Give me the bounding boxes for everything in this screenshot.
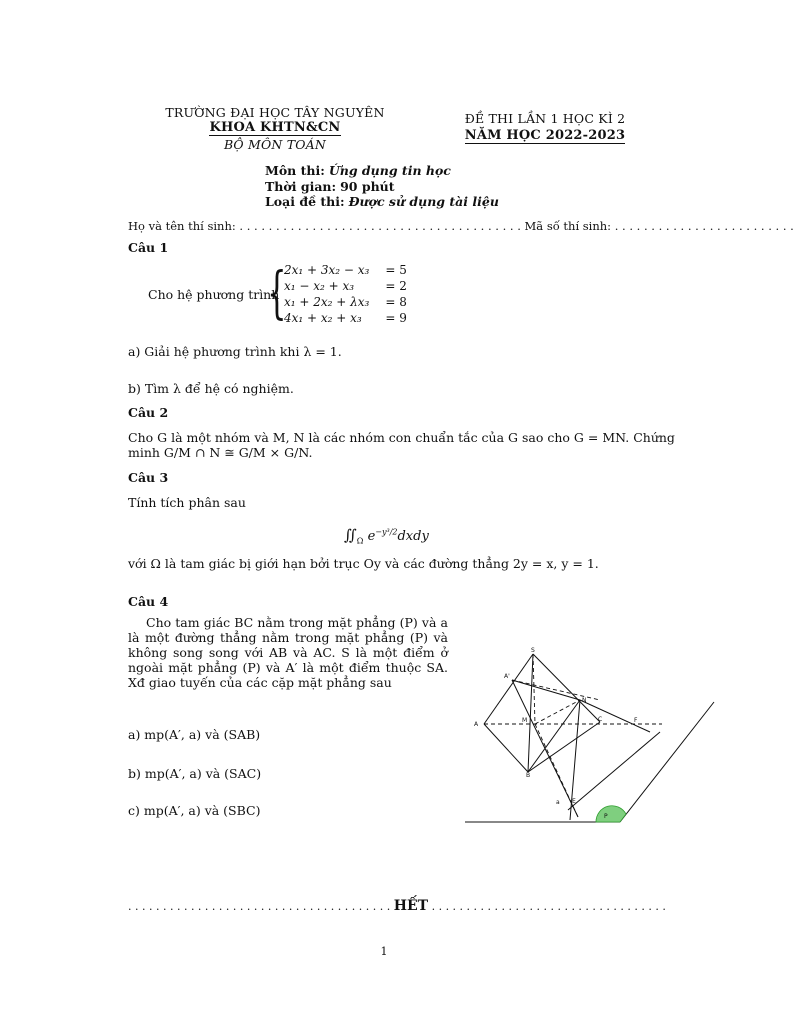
question-1-title: Câu 1: [128, 240, 169, 255]
system-brace: {: [267, 261, 287, 326]
type-value: Được sử dụng tài liệu: [348, 194, 499, 209]
equation-rhs: = 9: [385, 311, 407, 325]
equation-lhs: 2x₁ + 3x₂ − x₃: [284, 263, 370, 277]
equation-lhs: x₁ − x₂ + x₃: [284, 279, 355, 293]
exam-subject: [265, 163, 451, 178]
end-dots-right: . . . . . . . . . . . . . . . . . . . . . . . . . . . . . . . . . .: [431, 900, 666, 913]
equation-row: [282, 294, 409, 310]
label-A-prime: A': [504, 673, 510, 680]
type-label: Loại đề thi:: [265, 194, 345, 209]
department-name: BỘ MÔN TOÁN: [223, 137, 327, 152]
equation-rhs: = 8: [385, 295, 407, 309]
line-B-N: [528, 700, 580, 772]
question-4-part-c: c) mp(A′, a) và (SBC): [128, 803, 261, 818]
question-2-title: Câu 2: [128, 405, 169, 420]
student-id-field[interactable]: . . . . . . . . . . . . . . . . . . . . . . . . .: [614, 219, 794, 233]
integrand-exponent: −y³/2: [375, 527, 398, 537]
end-line: [128, 898, 666, 914]
equation-row: [282, 310, 409, 326]
student-name-field[interactable]: . . . . . . . . . . . . . . . . . . . . . . . . . . . . . . . . . . . . . . .: [239, 219, 521, 233]
edge-SA: [484, 654, 533, 724]
integral-differential: dxdy: [397, 529, 429, 544]
question-3-condition: với Ω là tam giác bị giới hạn bởi trục Oy và các đường thẳng 2y = x, y = 1.: [128, 556, 599, 571]
equation-lhs: 4x₁ + x₂ + x₃: [284, 311, 362, 325]
geometry-figure: [460, 640, 720, 830]
line-N-F: [580, 700, 650, 732]
exam-type: [265, 194, 499, 209]
subject-value: Ứng dụng tin học: [328, 163, 451, 178]
exam-time: [265, 179, 395, 194]
integral-domain: Ω: [356, 536, 364, 546]
question-1-intro: Cho hệ phương trình: [148, 287, 280, 302]
edge-SB: [528, 654, 533, 772]
time-value: 90 phút: [340, 179, 395, 194]
faculty-name: [150, 120, 400, 135]
label-P: P: [604, 813, 608, 820]
question-1-part-a: a) Giải hệ phương trình khi λ = 1.: [128, 344, 342, 359]
equation-lhs: x₁ + 2x₂ + λx₃: [284, 295, 370, 309]
subject-label: Môn thi:: [265, 163, 325, 178]
line-SM-dashed: [533, 654, 535, 724]
label-S: S: [531, 647, 535, 654]
line-a: [568, 732, 660, 810]
question-2-line-2: minh G/M ∩ N ≅ G/M × G/N.: [128, 445, 313, 460]
label-A: A: [474, 721, 479, 728]
edge-AB: [484, 724, 528, 772]
line-A1-N: [512, 680, 580, 700]
exam-title: ĐỀ THI LẦN 1 HỌC KÌ 2: [464, 111, 626, 126]
label-a: a: [556, 799, 560, 806]
question-4-paragraph: Cho tam giác BC nằm trong mặt phẳng (P) và a là một đường thẳng nằm trong mặt phẳng (P) và không song song với AB và AC. S là một điểm ở ngoài mặt phẳng (P) và A′ là một điểm thuộc SA. Xđ giao tuyến của các cặp mặt phẳng sau: [128, 615, 448, 690]
faculty-text: KHOA KHTN&CN: [209, 120, 341, 135]
question-2-line-1: Cho G là một nhóm và M, N là các nhóm con chuẩn tắc của G sao cho G = MN. Chứng: [128, 430, 675, 445]
question-3-title: Câu 3: [128, 470, 169, 485]
university-name: TRƯỜNG ĐẠI HỌC TÂY NGUYÊN: [165, 105, 385, 120]
equation-system: [282, 262, 409, 326]
plane-angle-marker: [596, 806, 626, 822]
student-id-label: Mã số thí sinh:: [524, 219, 612, 233]
exam-year: [440, 128, 650, 143]
question-4-part-b: b) mp(A′, a) và (SAC): [128, 766, 262, 781]
label-M: M: [522, 717, 528, 724]
label-E: E: [572, 798, 576, 805]
edge-SC: [533, 654, 603, 723]
equation-rhs: = 2: [385, 279, 407, 293]
question-3-intro: Tính tích phân sau: [128, 495, 246, 510]
integrand-base: e: [367, 529, 376, 544]
end-text: HẾT: [393, 898, 429, 914]
label-C: C: [598, 716, 603, 723]
time-label: Thời gian:: [265, 179, 337, 194]
equation-rhs: = 5: [385, 263, 407, 277]
integral-symbol: ∬: [344, 526, 357, 544]
page-number: 1: [380, 945, 388, 958]
exam-year-text: NĂM HỌC 2022-2023: [464, 128, 626, 143]
label-N: N: [582, 697, 587, 704]
label-F: F: [634, 717, 638, 724]
equation-row: [282, 278, 409, 294]
label-B: B: [526, 772, 531, 779]
line-MN-dashed: [535, 700, 580, 724]
edge-BC: [528, 722, 600, 772]
integral-expression: [344, 526, 429, 546]
question-1-part-b: b) Tìm λ để hệ có nghiệm.: [128, 381, 294, 396]
equation-row: [282, 262, 409, 278]
student-info-line: [128, 219, 794, 233]
student-name-label: Họ và tên thí sinh:: [128, 219, 236, 233]
end-dots-left: . . . . . . . . . . . . . . . . . . . . . . . . . . . . . . . . . . . . . .: [128, 900, 391, 913]
line-A1-dashed: [512, 680, 600, 700]
question-4-title: Câu 4: [128, 594, 169, 609]
question-4-part-a: a) mp(A′, a) và (SAB): [128, 727, 261, 742]
